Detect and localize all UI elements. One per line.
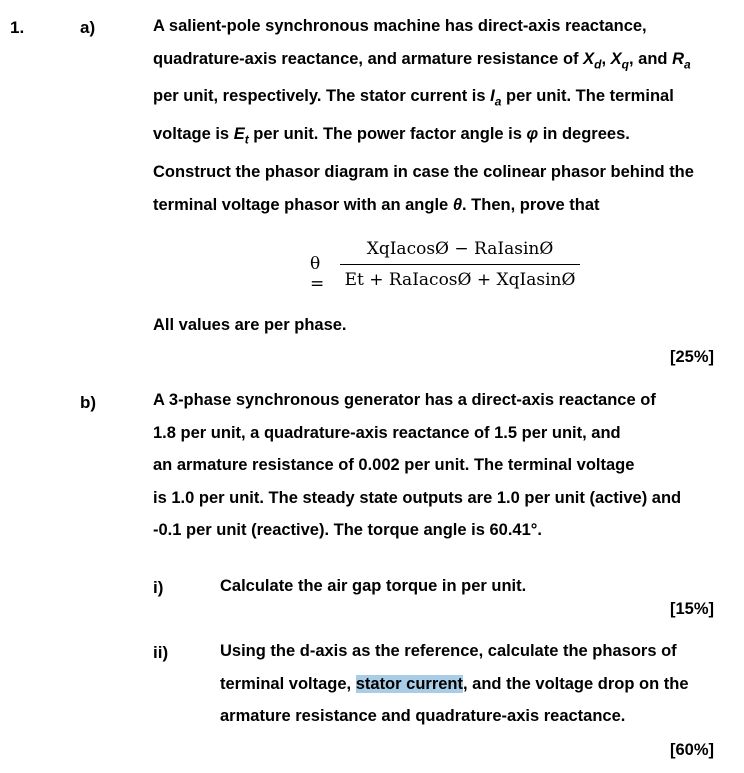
part-a-note: All values are per phase. bbox=[153, 316, 347, 334]
equation-fraction bbox=[340, 236, 580, 293]
sub-ii-label: ii) bbox=[153, 643, 169, 662]
symbol-ia: $I_a$ bbox=[490, 87, 502, 109]
symbol-phi: φ bbox=[526, 125, 539, 144]
sub-i-line: Calculate the air gap torque in per unit. bbox=[220, 577, 527, 595]
fraction-bar bbox=[340, 264, 580, 265]
part-a-line-1: A salient-pole synchronous machine has direct-axis reactance, bbox=[153, 17, 647, 35]
sub-ii-line-2: terminal voltage, stator current, and the voltage drop on the bbox=[220, 674, 689, 693]
part-b-line-2: 1.8 per unit, a quadrature-axis reactance of 1.5 per unit, and bbox=[153, 423, 621, 442]
symbol-xq: $X_q$ bbox=[610, 49, 629, 71]
part-b-line-5: -0.1 per unit (reactive). The torque angle is 60.41°. bbox=[153, 521, 542, 540]
sub-ii-text bbox=[220, 635, 720, 733]
part-a-line-5: Construct the phasor diagram in case the colinear phasor behind the bbox=[153, 163, 694, 182]
part-a-line-3: per unit, respectively. The stator current is $I_a$ per unit. The terminal bbox=[153, 87, 674, 109]
sub-ii-line-1: Using the d-axis as the reference, calculate the phasors of bbox=[220, 642, 677, 660]
symbol-xd: $X_d$ bbox=[583, 49, 602, 71]
symbol-et: $E_t$ bbox=[233, 125, 249, 147]
part-a-marks: [25%] bbox=[669, 348, 714, 366]
equation-lhs: θ = bbox=[310, 254, 325, 294]
part-a-line-6: terminal voltage phasor with an angle θ. Then, prove that bbox=[153, 195, 600, 214]
sub-ii-marks: [60%] bbox=[669, 741, 714, 759]
part-b-text bbox=[153, 384, 723, 547]
sub-i-text bbox=[220, 570, 720, 603]
question-number: 1. bbox=[10, 18, 25, 37]
part-a-text bbox=[153, 10, 723, 221]
symbol-theta: θ bbox=[452, 195, 463, 214]
part-b-label: b) bbox=[80, 393, 97, 412]
part-a-line-4: voltage is $E_t$ per unit. The power factor angle is φ in degrees. bbox=[153, 125, 630, 147]
part-b-line-4: is 1.0 per unit. The steady state outputs are 1.0 per unit (active) and bbox=[153, 488, 682, 507]
part-b-line-3: an armature resistance of 0.002 per unit. The terminal voltage bbox=[153, 456, 635, 475]
sub-i-label: i) bbox=[153, 578, 164, 597]
part-a-label: a) bbox=[80, 18, 96, 37]
symbol-ra: $R_a$ bbox=[672, 49, 691, 71]
equation-numerator: XqIacosØ − RaIasinØ bbox=[366, 239, 554, 259]
text-selection-highlight[interactable]: stator current bbox=[355, 674, 463, 693]
sub-ii-line-3: armature resistance and quadrature-axis reactance. bbox=[220, 707, 626, 726]
equation-denominator: Et + RaIacosØ + XqIasinØ bbox=[344, 270, 576, 290]
part-a-line-2: quadrature-axis reactance, and armature resistance of $X_d$, $X_q$, and $R_a$ bbox=[153, 49, 691, 71]
part-b-line-1: A 3-phase synchronous generator has a direct-axis reactance of bbox=[153, 391, 656, 409]
sub-i-marks: [15%] bbox=[669, 600, 714, 618]
